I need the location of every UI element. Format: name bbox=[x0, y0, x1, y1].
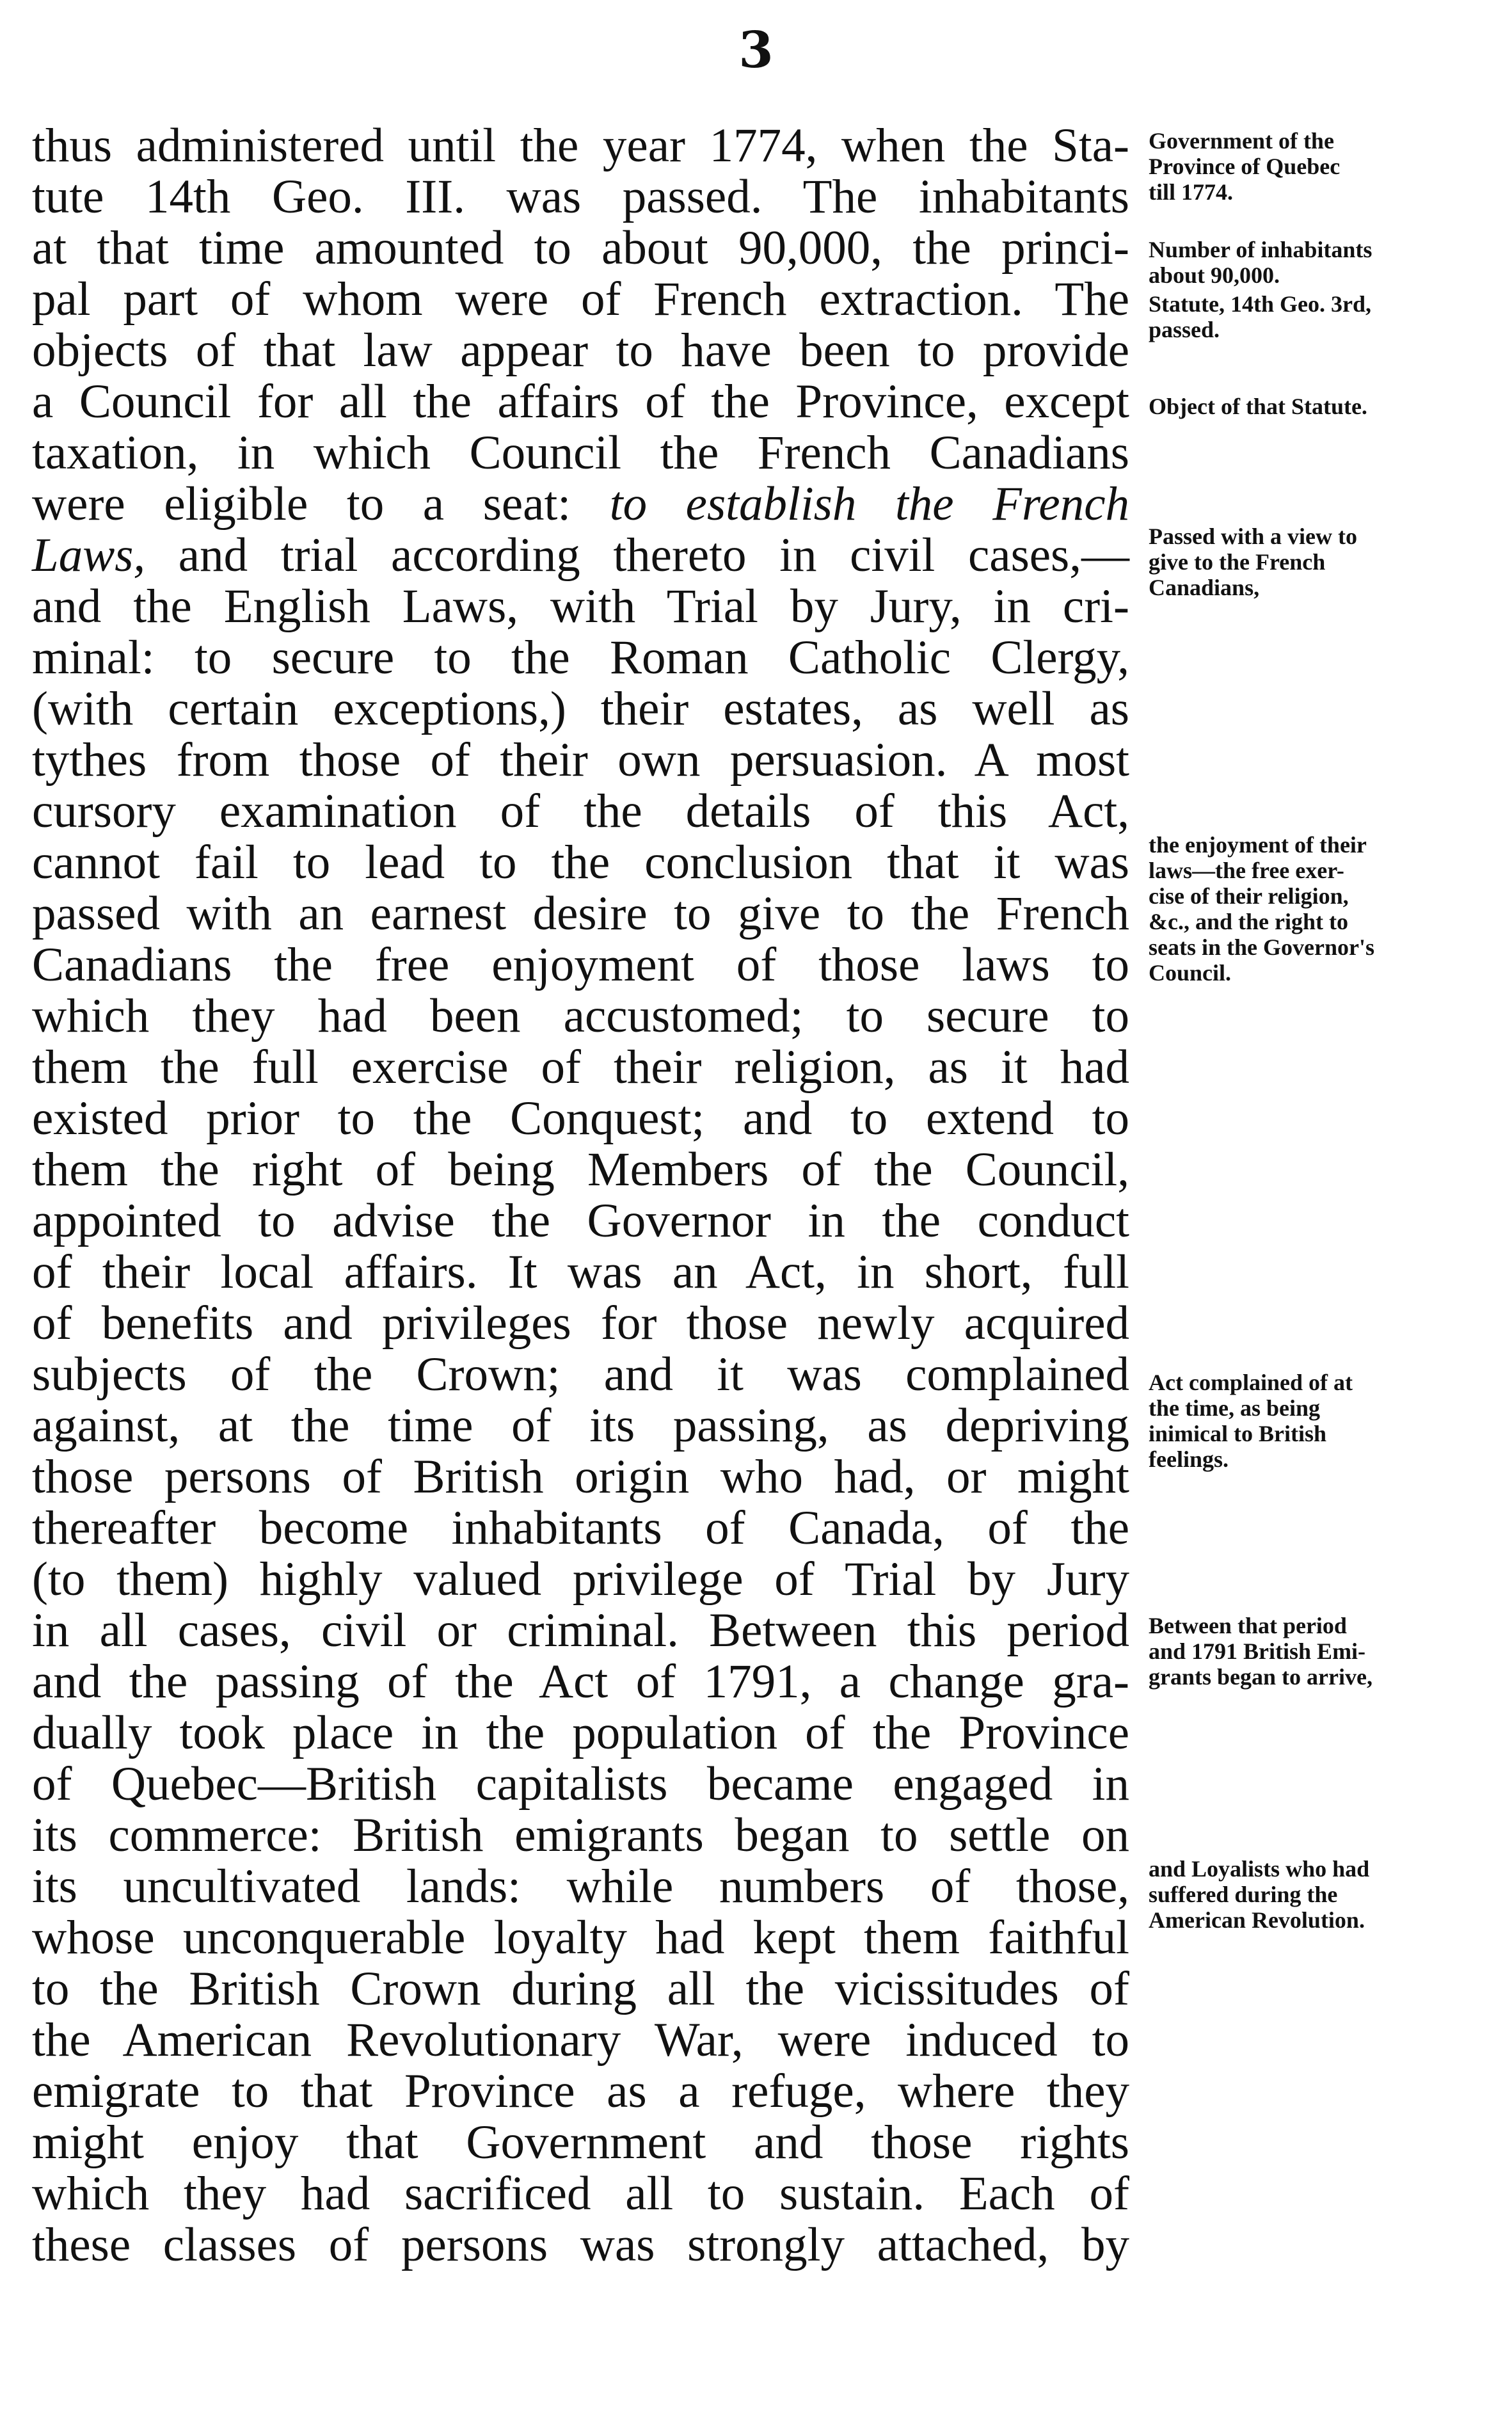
text-line: tythes from those of their own persuasion. A most bbox=[32, 733, 1129, 787]
text-line: its uncultivated lands: while numbers of those, bbox=[32, 1860, 1129, 1913]
text-line: and the English Laws, with Trial by Jury, in cri- bbox=[32, 580, 1129, 633]
page-number: 3 bbox=[738, 21, 774, 79]
text-line: appointed to advise the Governor in the conduct bbox=[32, 1194, 1129, 1247]
text-line: of Quebec—British capitalists became engaged in bbox=[32, 1757, 1129, 1811]
text-line: Canadians the free enjoyment of those laws to bbox=[32, 938, 1129, 991]
text-line: which they had been accustomed; to secure to bbox=[32, 989, 1129, 1043]
text-line: of their local affairs. It was an Act, in short, full bbox=[32, 1245, 1129, 1299]
text-line: to the British Crown during all the vicissitudes of bbox=[32, 1962, 1129, 2015]
margin-note: Number of inhabitants about 90,000. bbox=[1149, 237, 1373, 288]
margin-note: Statute, 14th Geo. 3rd, passed. bbox=[1149, 291, 1371, 342]
margin-note: Between that period and 1791 British Emi- grants began to arrive, bbox=[1149, 1613, 1373, 1690]
margin-note: the enjoyment of their laws—the free exer- cise of their religion, &c., and the right to seats in the Governor's Council. bbox=[1149, 832, 1374, 986]
text-line: its commerce: British emigrants began to settle on bbox=[32, 1809, 1129, 1862]
text-line: of benefits and privileges for those newly acquired bbox=[32, 1297, 1129, 1350]
text-line: which they had sacrificed all to sustain. Each of bbox=[32, 2167, 1129, 2220]
text-line: in all cases, civil or criminal. Between this period bbox=[32, 1604, 1129, 1657]
text-line: the American Revolutionary War, were induced to bbox=[32, 2013, 1129, 2067]
margin-note: Object of that Statute. bbox=[1149, 394, 1367, 419]
text-line: (with certain exceptions,) their estates, as well as bbox=[32, 682, 1129, 735]
text-line: cursory examination of the details of this Act, bbox=[32, 785, 1129, 838]
text-line: dually took place in the population of the Province bbox=[32, 1706, 1129, 1759]
text-line: minal: to secure to the Roman Catholic Clergy, bbox=[32, 631, 1129, 684]
margin-note: Act complained of at the time, as being inimical to British feelings. bbox=[1149, 1370, 1353, 1472]
margin-note: Passed with a view to give to the French Canadians, bbox=[1149, 524, 1357, 600]
text-line: (to them) highly valued privilege of Trial by Jury bbox=[32, 1553, 1129, 1606]
text-line: taxation, in which Council the French Canadians bbox=[32, 426, 1129, 479]
text-line: these classes of persons was strongly attached, by bbox=[32, 2218, 1129, 2271]
text-line: objects of that law appear to have been to provide bbox=[32, 324, 1129, 377]
margin-note: Government of the Province of Quebec till 1774. bbox=[1149, 128, 1341, 205]
text-line: pal part of whom were of French extraction. The bbox=[32, 273, 1129, 326]
text-line: passed with an earnest desire to give to the French bbox=[32, 887, 1129, 940]
text-line: whose unconquerable loyalty had kept them faithful bbox=[32, 1911, 1129, 1964]
text-line: them the right of being Members of the Council, bbox=[32, 1143, 1129, 1196]
text-line: thus administered until the year 1774, when the Sta- bbox=[32, 119, 1129, 172]
text-line: a Council for all the affairs of the Province, except bbox=[32, 375, 1129, 428]
text-line: cannot fail to lead to the conclusion that it was bbox=[32, 836, 1129, 889]
text-line: were eligible to a seat: to establish the French bbox=[32, 477, 1129, 531]
text-line: subjects of the Crown; and it was complained bbox=[32, 1348, 1129, 1401]
italic-phrase: Laws, bbox=[32, 529, 146, 582]
text-line: Laws, and trial according thereto in civil cases,— bbox=[32, 529, 1129, 582]
text-line: against, at the time of its passing, as depriving bbox=[32, 1399, 1129, 1452]
text-line: those persons of British origin who had, or might bbox=[32, 1450, 1129, 1503]
text-line: tute 14th Geo. III. was passed. The inhabitants bbox=[32, 170, 1129, 223]
text-line: and the passing of the Act of 1791, a change gra- bbox=[32, 1655, 1129, 1708]
text-line: thereafter become inhabitants of Canada, of the bbox=[32, 1501, 1129, 1555]
text-line: emigrate to that Province as a refuge, where they bbox=[32, 2065, 1129, 2118]
text-line: at that time amounted to about 90,000, the princi- bbox=[32, 221, 1129, 275]
text-line: existed prior to the Conquest; and to extend to bbox=[32, 1092, 1129, 1145]
italic-phrase: to establish the French bbox=[609, 477, 1129, 531]
text-line: them the full exercise of their religion, as it had bbox=[32, 1041, 1129, 1094]
text-line: might enjoy that Government and those rights bbox=[32, 2116, 1129, 2169]
margin-note: and Loyalists who had suffered during the American Revolution. bbox=[1149, 1856, 1370, 1933]
